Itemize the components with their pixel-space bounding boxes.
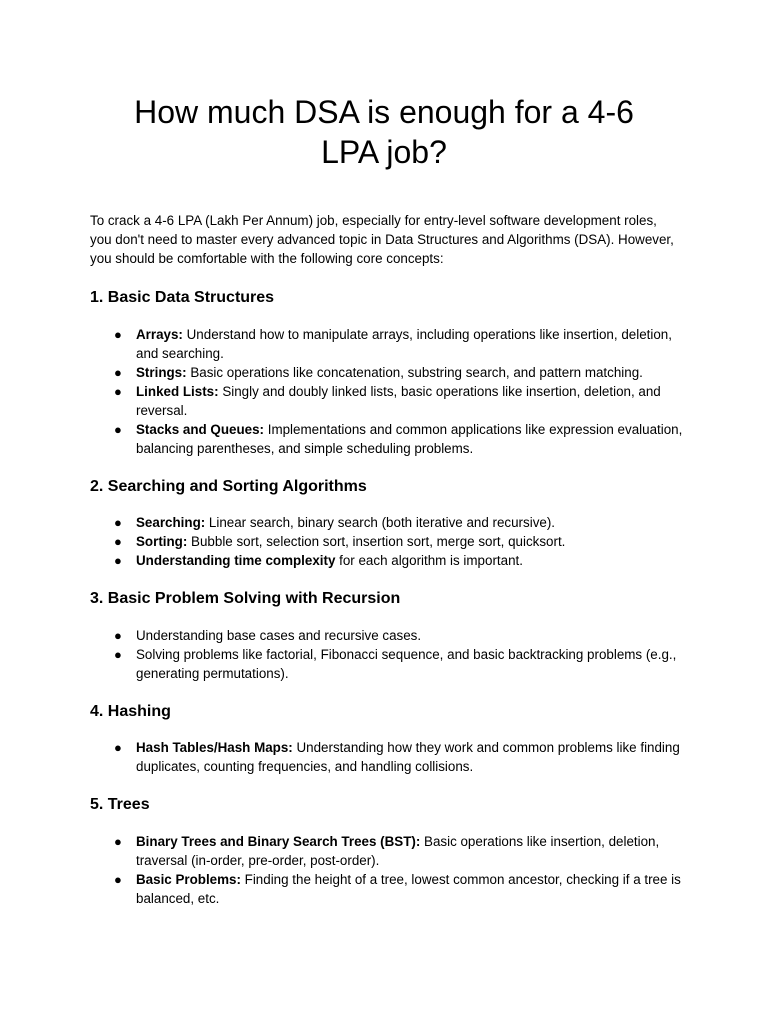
item-term: Searching:: [136, 515, 206, 530]
item-term: Stacks and Queues:: [136, 422, 265, 437]
bullet-icon: ●: [114, 553, 122, 568]
item-term: Strings:: [136, 365, 187, 380]
list-item: [114, 645, 684, 683]
item-text: Linear search, binary search (both iterative and recursive).: [205, 515, 556, 530]
bullet-icon: ●: [114, 422, 122, 437]
item-text: Understanding how they work and common problems like finding duplicates, counting frequencies, and handling collisions.: [136, 740, 680, 774]
bullet-list: [90, 832, 681, 908]
page-title-line-2: LPA job?: [321, 134, 447, 170]
list-item: [114, 363, 684, 382]
bullet-list: [90, 325, 683, 458]
bullet-icon: ●: [114, 872, 122, 887]
section-hashing: [90, 702, 678, 776]
list-item: [114, 513, 684, 532]
item-text: Bubble sort, selection sort, insertion sort, merge sort, quicksort.: [187, 534, 566, 549]
list-item: [114, 420, 684, 458]
item-term: Arrays:: [136, 327, 183, 342]
item-term: Hash Tables/Hash Maps:: [136, 740, 293, 755]
item-term: Sorting:: [136, 534, 188, 549]
item-text: Understand how to manipulate arrays, including operations like insertion, deletion, and searching.: [136, 327, 672, 361]
section-heading: 3. Basic Problem Solving with Recursion: [90, 590, 401, 607]
bullet-icon: ●: [114, 628, 122, 643]
bullet-icon: ●: [114, 740, 122, 755]
list-item: [114, 832, 684, 870]
list-item: [114, 870, 684, 908]
list-item: [114, 382, 684, 420]
item-text: Finding the height of a tree, lowest common ancestor, checking if a tree is balanced, etc.: [136, 872, 681, 906]
bullet-icon: ●: [114, 365, 122, 380]
list-item: [114, 551, 684, 570]
bullet-list: [90, 513, 678, 570]
list-item: [114, 626, 684, 645]
section-basic-data-structures: [90, 288, 683, 458]
section-searching-sorting: [90, 477, 678, 570]
item-term: Understanding time complexity: [136, 553, 336, 568]
item-text: Basic operations like insertion, deletion, traversal (in-order, pre-order, post-order).: [136, 834, 660, 868]
section-heading: 5. Trees: [90, 796, 150, 813]
list-item: [114, 532, 684, 551]
item-text: Solving problems like factorial, Fibonacci sequence, and basic backtracking problems (e.g., generating permutations).: [136, 647, 677, 681]
item-text: Singly and doubly linked lists, basic operations like insertion, deletion, and reversal.: [136, 384, 661, 418]
bullet-list: [90, 626, 678, 683]
bullet-icon: ●: [114, 384, 122, 399]
bullet-icon: ●: [114, 647, 122, 662]
item-text: for each algorithm is important.: [335, 553, 523, 568]
page-title-line-1: How much DSA is enough for a 4-6: [134, 94, 634, 130]
item-term: Binary Trees and Binary Search Trees (BST):: [136, 834, 421, 849]
list-item: [114, 325, 684, 363]
item-text: Understanding base cases and recursive cases.: [136, 628, 422, 643]
bullet-icon: ●: [114, 327, 122, 342]
bullet-icon: ●: [114, 834, 122, 849]
item-term: Linked Lists:: [136, 384, 219, 399]
section-trees: [90, 795, 681, 908]
page-title: [90, 0, 678, 172]
intro-paragraph: To crack a 4-6 LPA (Lakh Per Annum) job, especially for entry-level software development roles, you don't need to master every advanced topic in Data Structures and Algorithms (DSA). However, you should be comfortable with the following core concepts:: [90, 213, 674, 266]
bullet-icon: ●: [114, 534, 122, 549]
item-term: Basic Problems:: [136, 872, 241, 887]
section-recursion: [90, 589, 678, 683]
item-text: Implementations and common applications like expression evaluation, balancing parentheses, and simple scheduling problems.: [136, 422, 683, 456]
list-item: [114, 738, 684, 776]
item-text: Basic operations like concatenation, substring search, and pattern matching.: [186, 365, 643, 380]
bullet-icon: ●: [114, 515, 122, 530]
bullet-list: [90, 738, 678, 776]
section-heading: 1. Basic Data Structures: [90, 289, 275, 306]
section-heading: 4. Hashing: [90, 703, 171, 720]
section-heading: 2. Searching and Sorting Algorithms: [90, 478, 367, 495]
